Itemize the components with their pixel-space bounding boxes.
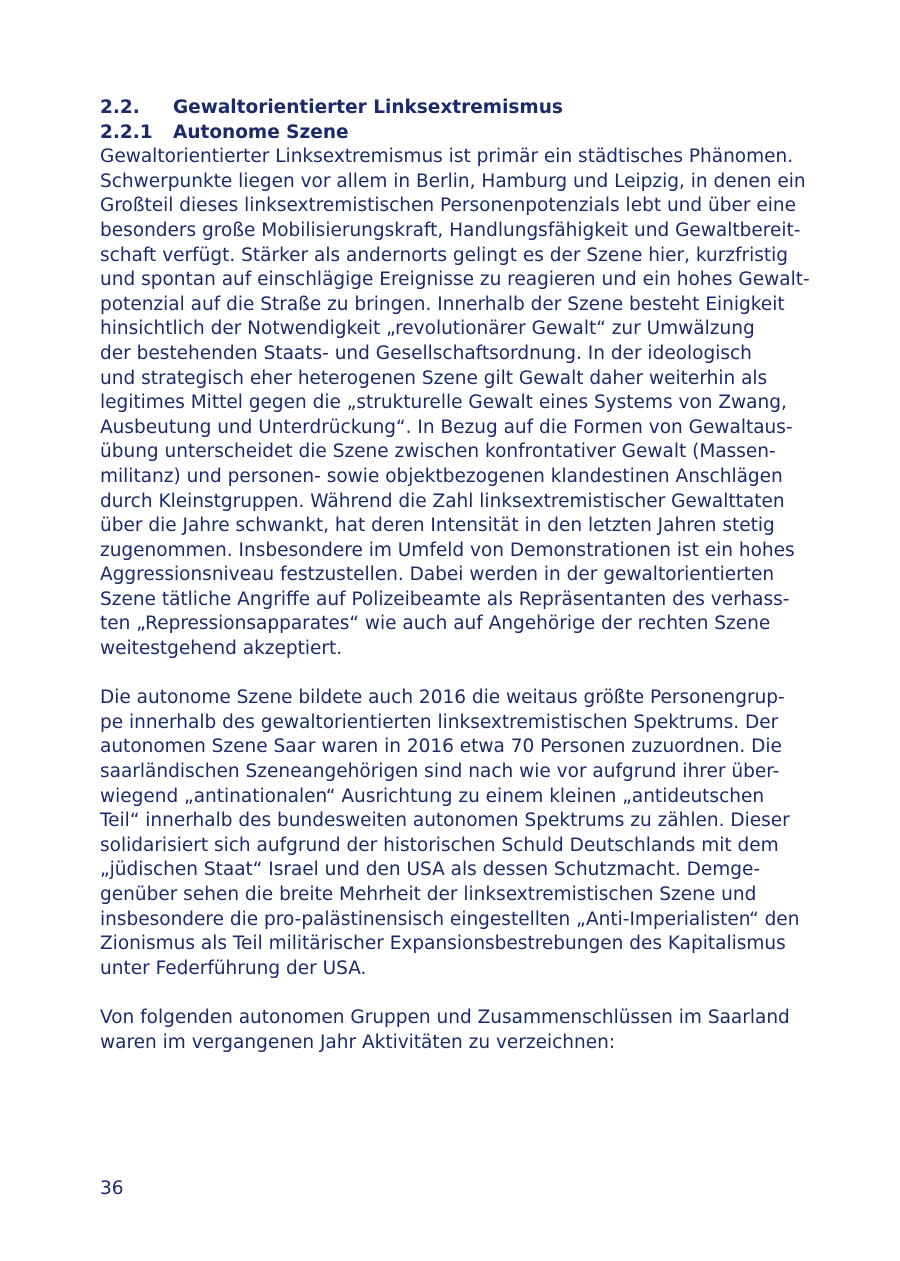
text-line: autonomen Szene Saar waren in 2016 etwa 70 Personen zuzuordnen. Die bbox=[100, 736, 782, 758]
text-line: saarländischen Szeneangehörigen sind nach wie vor aufgrund ihrer über- bbox=[100, 761, 780, 783]
text-line: militanz) und personen- sowie objektbezogenen klandestinen Anschlägen bbox=[100, 465, 783, 487]
section-title: Gewaltorientierter Linksextremismus bbox=[173, 97, 563, 118]
text-line: wiegend „antinationalen“ Ausrichtung zu einem kleinen „antideutschen bbox=[100, 785, 765, 807]
text-line: waren im vergangenen Jahr Aktivitäten zu verzeichnen: bbox=[100, 1031, 616, 1053]
text-line: insbesondere die pro-palästinensisch eingestellten „Anti-Imperialisten“ den bbox=[100, 908, 800, 930]
text-line: und strategisch eher heterogenen Szene gilt Gewalt daher weiterhin als bbox=[100, 367, 768, 389]
section-number: 2.2. bbox=[100, 97, 140, 118]
text-line: weitestgehend akzeptiert. bbox=[100, 638, 343, 660]
text-line: Die autonome Szene bildete auch 2016 die weitaus größte Personengrup- bbox=[100, 687, 785, 709]
text-line: Schwerpunkte liegen vor allem in Berlin, Hamburg und Leipzig, in denen ein bbox=[100, 170, 806, 192]
text-line: „jüdischen Staat“ Israel und den USA als dessen Schutzmacht. Demge- bbox=[100, 859, 761, 881]
text-line: pe innerhalb des gewaltorientierten linksextremistischen Spektrums. Der bbox=[100, 711, 779, 733]
text-line: Von folgenden autonomen Gruppen und Zusammenschlüssen im Saarland bbox=[100, 1006, 790, 1028]
text-line: der bestehenden Staats- und Gesellschaftsordnung. In der ideologisch bbox=[100, 342, 752, 364]
text-line: besonders große Mobilisierungskraft, Handlungsfähigkeit und Gewaltbereit- bbox=[100, 219, 801, 241]
text-line: potenzial auf die Straße zu bringen. Innerhalb der Szene besteht Einigkeit bbox=[100, 293, 785, 315]
paragraph bbox=[100, 686, 810, 981]
document-page bbox=[100, 96, 810, 1055]
subsection-heading bbox=[100, 121, 810, 146]
text-line: Teil“ innerhalb des bundesweiten autonomen Spektrums zu zählen. Dieser bbox=[100, 810, 790, 832]
subsection-title: Autonome Szene bbox=[173, 121, 349, 143]
text-line: hinsichtlich der Notwendigkeit „revolutionärer Gewalt“ zur Umwälzung bbox=[100, 318, 755, 340]
text-line: Gewaltorientierter Linksextremismus ist primär ein städtisches Phänomen. bbox=[100, 146, 794, 168]
text-line: Großteil dieses linksextremistischen Personenpotenzials lebt und über eine bbox=[100, 195, 796, 217]
text-line: Aggressionsniveau festzustellen. Dabei werden in der gewaltorientierten bbox=[100, 564, 775, 586]
text-line: Zionismus als Teil militärischer Expansionsbestrebungen des Kapitalismus bbox=[100, 933, 786, 955]
text-line: genüber sehen die breite Mehrheit der linksextremistischen Szene und bbox=[100, 884, 757, 905]
page-number: 36 bbox=[100, 1178, 124, 1199]
text-line: legitimes Mittel gegen die „strukturelle Gewalt eines Systems von Zwang, bbox=[100, 392, 787, 414]
paragraph-spacer bbox=[100, 981, 810, 1006]
text-line: Ausbeutung und Unterdrückung“. In Bezug auf die Formen von Gewaltaus- bbox=[100, 416, 793, 438]
paragraph-spacer bbox=[100, 662, 810, 687]
text-line: schaft verfügt. Stärker als andernorts gelingt es der Szene hier, kurzfristig bbox=[100, 244, 789, 266]
paragraph bbox=[100, 145, 810, 661]
text-line: solidarisiert sich aufgrund der historischen Schuld Deutschlands mit dem bbox=[100, 834, 779, 856]
text-line: und spontan auf einschlägige Ereignisse zu reagieren und ein hohes Gewalt- bbox=[100, 269, 810, 291]
section-heading bbox=[100, 96, 810, 121]
text-line: übung unterscheidet die Szene zwischen konfrontativer Gewalt (Massen- bbox=[100, 441, 776, 463]
text-line: zugenommen. Insbesondere im Umfeld von Demonstrationen ist ein hohes bbox=[100, 539, 795, 561]
text-line: unter Federführung der USA. bbox=[100, 957, 367, 979]
text-line: Szene tätliche Angriffe auf Polizeibeamte als Repräsentanten des verhass- bbox=[100, 588, 790, 610]
text-line: durch Kleinstgruppen. Während die Zahl linksextremistischer Gewalttaten bbox=[100, 490, 785, 512]
text-line: über die Jahre schwankt, hat deren Intensität in den letzten Jahren stetig bbox=[100, 515, 775, 537]
text-line: ten „Repressionsapparates“ wie auch auf Angehörige der rechten Szene bbox=[100, 613, 771, 635]
body-text bbox=[100, 145, 810, 1055]
subsection-number: 2.2.1 bbox=[100, 121, 153, 143]
paragraph bbox=[100, 1006, 810, 1055]
